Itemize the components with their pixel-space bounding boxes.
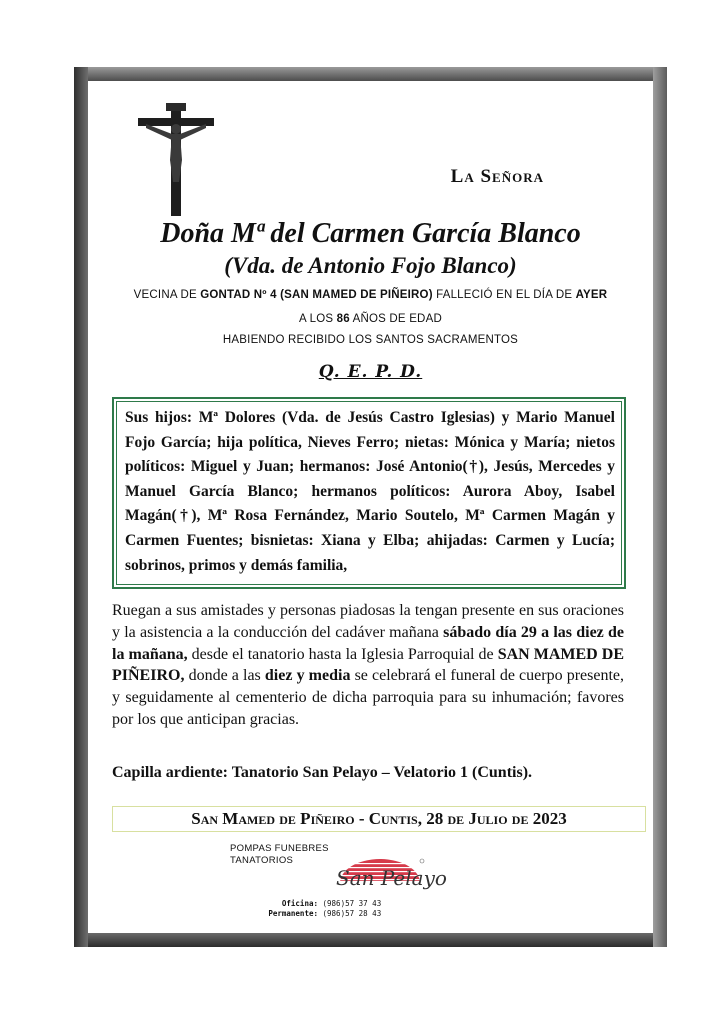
phone-office (262, 899, 381, 909)
phone-permanent (262, 909, 381, 919)
phone-value: (986)57 37 43 (322, 899, 382, 908)
place-date: San Mamed de Piñeiro - Cuntis, 28 de Julio de 2023 (112, 806, 646, 832)
brand-name: San Pelayo (336, 866, 447, 890)
phone-numbers (262, 899, 381, 919)
frame-top (74, 67, 667, 81)
frame-bottom (74, 933, 667, 947)
info-text: AÑOS DE EDAD (349, 313, 442, 325)
info-age: 86 (336, 313, 350, 325)
body-text: Ruegan a sus amistades y personas piadosas la tengan presente en sus oraciones y la asistencia a la conducción del cadáver mañana (112, 602, 624, 641)
info-text: VECINA DE (133, 289, 201, 301)
church-name: SAN MAMED DE PIÑEIRO, (112, 645, 624, 685)
body-text: desde el tanatorio hasta la Iglesia Parroquial de (187, 645, 498, 663)
body-text: se celebrará el funeral de cuerpo presente, y seguidamente al cementerio de dicha parroquia para su inhumación; favores por los que anticipan gracias. (112, 667, 625, 728)
info-line-sacraments: HABIENDO RECIBIDO LOS SANTOS SACRAMENTOS (222, 334, 519, 346)
la-senora-heading: La Señora (450, 166, 544, 187)
info-day: AYER (575, 289, 608, 301)
info-text: A LOS (299, 313, 337, 325)
info-line-residence (88, 289, 653, 301)
body-text: donde a las (184, 667, 265, 685)
widow-of: (Vda. de Antonio Fojo Blanco) (224, 253, 517, 278)
qepd: Q. E. P. D. (318, 362, 423, 382)
family-box (112, 397, 626, 589)
crucifix-icon (136, 102, 216, 216)
frame-right (653, 67, 667, 947)
phone-label: Oficina: (281, 899, 318, 908)
phone-label: Permanente: (268, 909, 318, 918)
info-line-age (88, 313, 653, 325)
funeral-home-label (230, 843, 329, 867)
funeral-date: sábado día 29 a las diez de la mañana, (112, 623, 625, 663)
frame-left (74, 67, 88, 947)
family-box-inner (116, 401, 622, 585)
pompas-funebres: POMPAS FUNEBRES (230, 843, 329, 854)
info-text: FALLECIÓ EN EL DÍA DE (432, 289, 576, 301)
phone-value: (986)57 28 43 (322, 909, 382, 918)
funeral-request-paragraph (112, 600, 624, 731)
capilla-ardiente: Capilla ardiente: Tanatorio San Pelayo – Velatorio 1 (Cuntis). (112, 764, 533, 781)
deceased-name: Doña Mª del Carmen García Blanco (160, 218, 581, 249)
info-address: GONTAD Nº 4 (SAN MAMED DE PIÑEIRO) (200, 289, 433, 301)
tanatorios: TANATORIOS (230, 855, 294, 866)
funeral-time: diez y media (264, 667, 351, 685)
family-list: Sus hijos: Mª Dolores (Vda. de Jesús Castro Iglesias) y Mario Manuel Fojo García; hija política, Nieves Ferro; nietas: Mónica y María; nietos políticos: Miguel y Juan; hermanos: José Antonio(†), Jesús, Mercedes y Manuel García Blanco; hermanos políticos: Aurora Aboy, Isabel Magán(†), Mª Rosa Fernández, Mario Soutelo, Mª Carmen Magán y Carmen Fuentes; bisnietas: Xiana y Elba; ahijadas: Carmen y Lucía; sobrinos, primos y demás familia, (125, 409, 615, 574)
